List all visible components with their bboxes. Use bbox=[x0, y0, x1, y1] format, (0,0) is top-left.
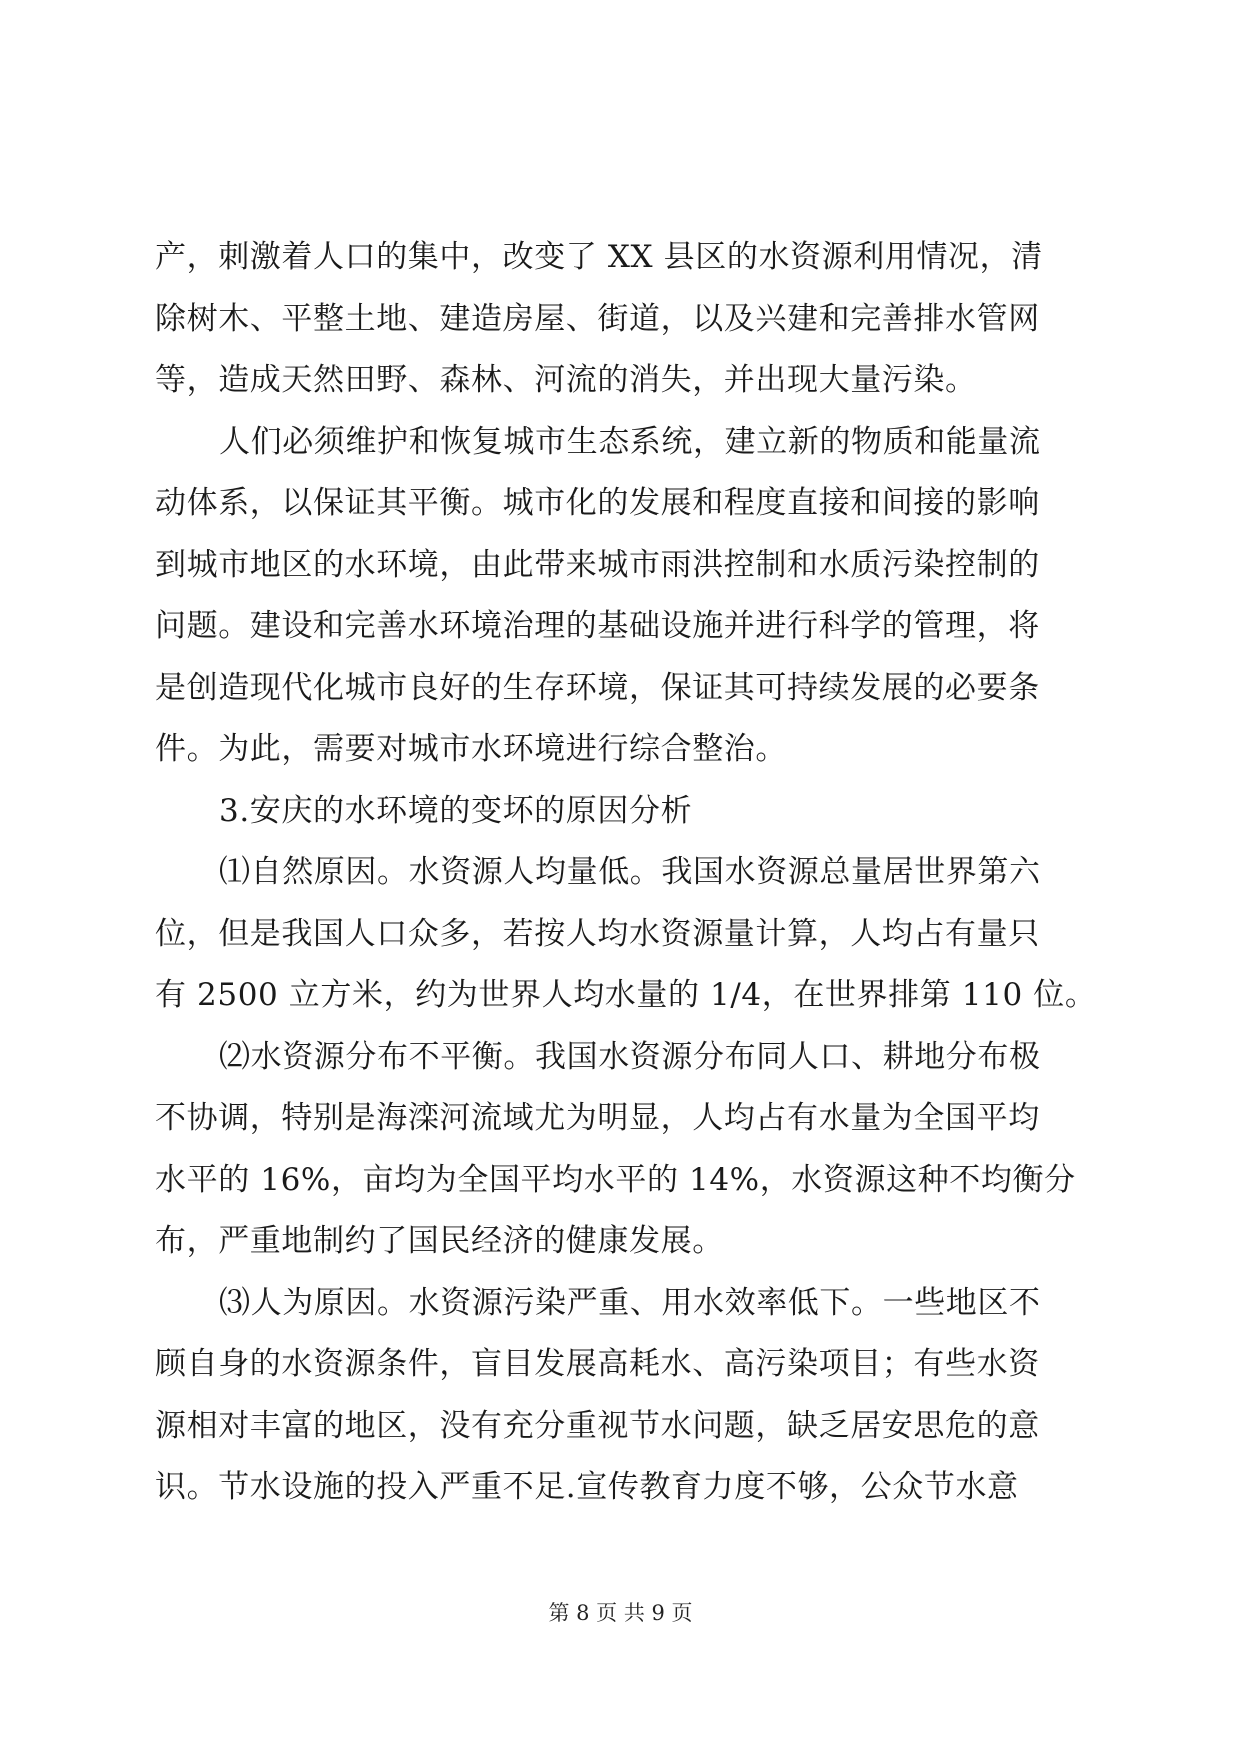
text-line: 不协调，特别是海滦河流域尤为明显，人均占有水量为全国平均 bbox=[155, 1100, 1040, 1136]
text-line: 件。为此，需要对城市水环境进行综合整治。 bbox=[155, 731, 787, 767]
paragraph-first-line: 人们必须维护和恢复城市生态系统，建立新的物质和能量流 bbox=[219, 423, 1041, 460]
body-text bbox=[155, 227, 1100, 1519]
page-footer: 第 8 页 共 9 页 bbox=[548, 1601, 693, 1625]
text-line: 到城市地区的水环境，由此带来城市雨洪控制和水质污染控制的 bbox=[155, 546, 1040, 583]
text-line: 顾自身的水资源条件，盲目发展高耗水、高污染项目；有些水资 bbox=[155, 1346, 1040, 1382]
paragraph-first-line: ⑵水资源分布不平衡。我国水资源分布同人口、耕地分布极 bbox=[219, 1038, 1041, 1075]
text-line: 动体系，以保证其平衡。城市化的发展和程度直接和间接的影响 bbox=[155, 485, 1040, 521]
text-line: 等，造成天然田野、森林、河流的消失，并出现大量污染。 bbox=[155, 362, 977, 398]
paragraph-first-line: ⑴自然原因。水资源人均量低。我国水资源总量居世界第六 bbox=[219, 854, 1041, 890]
text-line: 水平的 16%，亩均为全国平均水平的 14%，水资源这种不均衡分 bbox=[155, 1161, 1076, 1198]
text-line: 问题。建设和完善水环境治理的基础设施并进行科学的管理，将 bbox=[155, 608, 1040, 644]
text-line: 是创造现代化城市良好的生存环境，保证其可持续发展的必要条 bbox=[155, 669, 1040, 706]
text-line: 除树木、平整土地、建造房屋、街道，以及兴建和完善排水管网 bbox=[155, 300, 1040, 337]
text-line: 有 2500 立方米，约为世界人均水量的 1/4，在世界排第 110 位。 bbox=[155, 977, 1097, 1013]
text-line: 产，刺激着人口的集中，改变了 XX 县区的水资源利用情况，清 bbox=[155, 239, 1043, 275]
text-line: 源相对丰富的地区，没有充分重视节水问题，缺乏居安思危的意 bbox=[155, 1407, 1040, 1444]
text-line: 位，但是我国人口众多，若按人均水资源量计算，人均占有量只 bbox=[155, 915, 1040, 952]
paragraph-first-line: ⑶人为原因。水资源污染严重、用水效率低下。一些地区不 bbox=[219, 1284, 1041, 1321]
text-line: 布，严重地制约了国民经济的健康发展。 bbox=[155, 1223, 724, 1259]
text-line: 识。节水设施的投入严重不足.宣传教育力度不够，公众节水意 bbox=[155, 1469, 1019, 1505]
section-heading: 3.安庆的水环境的变坏的原因分析 bbox=[219, 792, 693, 829]
